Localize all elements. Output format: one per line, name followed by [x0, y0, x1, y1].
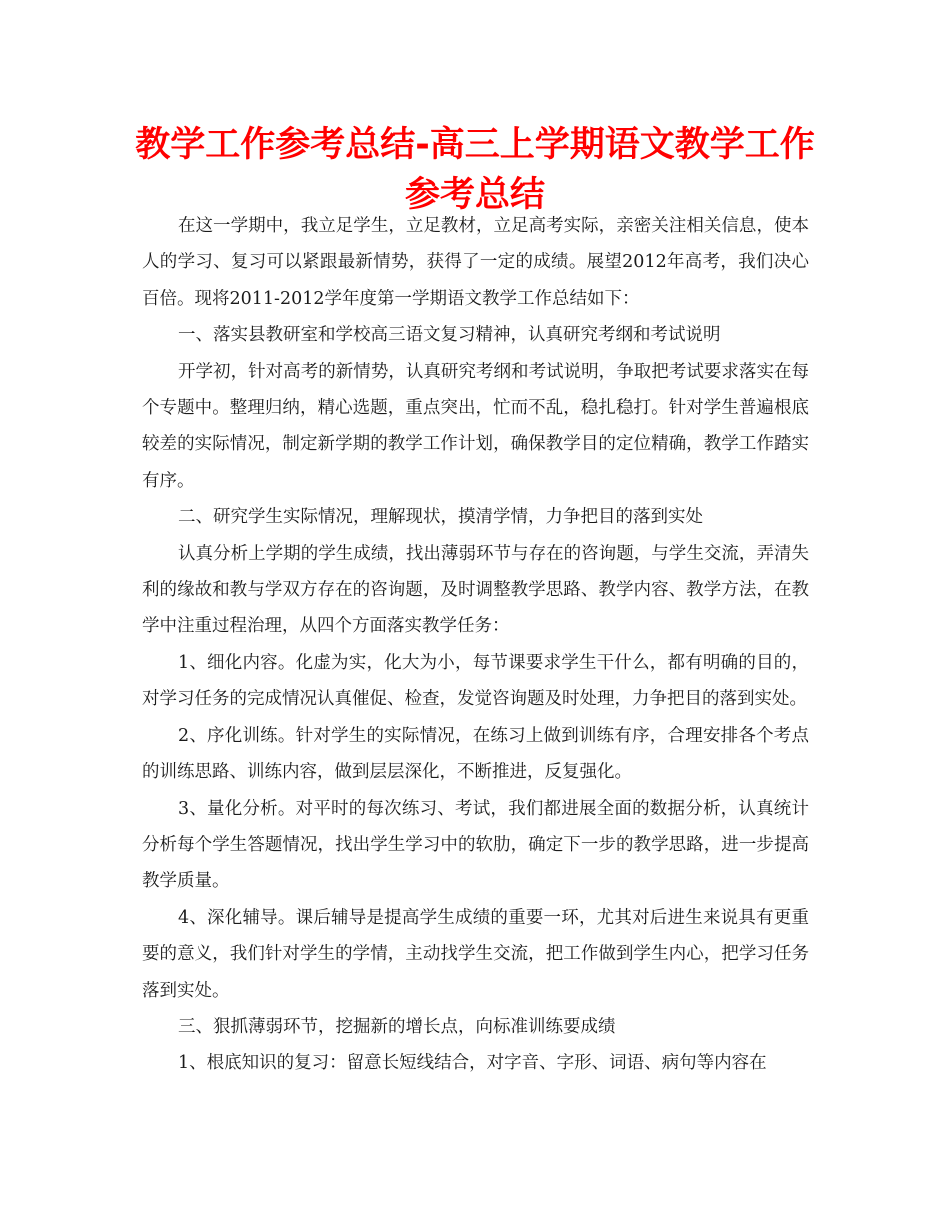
- list-item: 3、量化分析。对平时的每次练习、考试，我们都进展全面的数据分析，认真统计分析每个学生答题情况，找出学生学习中的软肋，确定下一步的教学思路，进一步提高教学质量。: [142, 798, 809, 892]
- paragraph: 认真分析上学期的学生成绩，找出薄弱环节与存在的咨询题，与学生交流，弄清失利的缘故和教与学双方存在的咨询题，及时调整教学思路、教学内容、教学方法，在教学中注重过程治理，从四个方面落实教学任务：: [142, 543, 809, 637]
- section-heading-1: 一、落实县教研室和学校高三语文复习精神，认真研究考纲和考试说明: [178, 325, 721, 346]
- list-item: 2、序化训练。针对学生的实际情况，在练习上做到训练有序，合理安排各个考点的训练思路、训练内容，做到层层深化，不断推进，反复强化。: [142, 725, 809, 783]
- document-body: [142, 208, 809, 1082]
- document-title: 教学工作参考总结-高三上学期语文教学工作参考总结: [135, 125, 815, 215]
- list-item: 1、细化内容。化虚为实，化大为小，每节课要求学生干什么，都有明确的目的，对学习任务的完成情况认真催促、检查，发觉咨询题及时处理，力争把目的落到实处。: [142, 652, 809, 710]
- paragraph: 开学初，针对高考的新情势，认真研究考纲和考试说明，争取把考试要求落实在每个专题中。整理归纳，精心选题，重点突出，忙而不乱，稳扎稳打。针对学生普遍根底较差的实际情况，制定新学期的教学工作计划，确保教学目的定位精确，教学工作踏实有序。: [142, 361, 809, 491]
- section-heading-2: 二、研究学生实际情况，理解现状，摸清学情，力争把目的落到实处: [178, 507, 703, 528]
- list-item: 1、根底知识的复习：留意长短线结合，对字音、字形、词语、病句等内容在: [178, 1053, 767, 1074]
- paragraph-intro: 在这一学期中，我立足学生，立足教材，立足高考实际，亲密关注相关信息，使本人的学习、复习可以紧跟最新情势，获得了一定的成绩。展望2012年高考，我们决心百倍。现将2011-2012学年度第一学期语文教学工作总结如下：: [142, 216, 809, 309]
- section-heading-3: 三、狠抓薄弱环节，挖掘新的增长点，向标准训练要成绩: [178, 1016, 616, 1037]
- list-item: 4、深化辅导。课后辅导是提高学生成绩的重要一环，尤其对后进生来说具有更重要的意义，我们针对学生的学情，主动找学生交流，把工作做到学生内心，把学习任务落到实处。: [142, 907, 809, 1001]
